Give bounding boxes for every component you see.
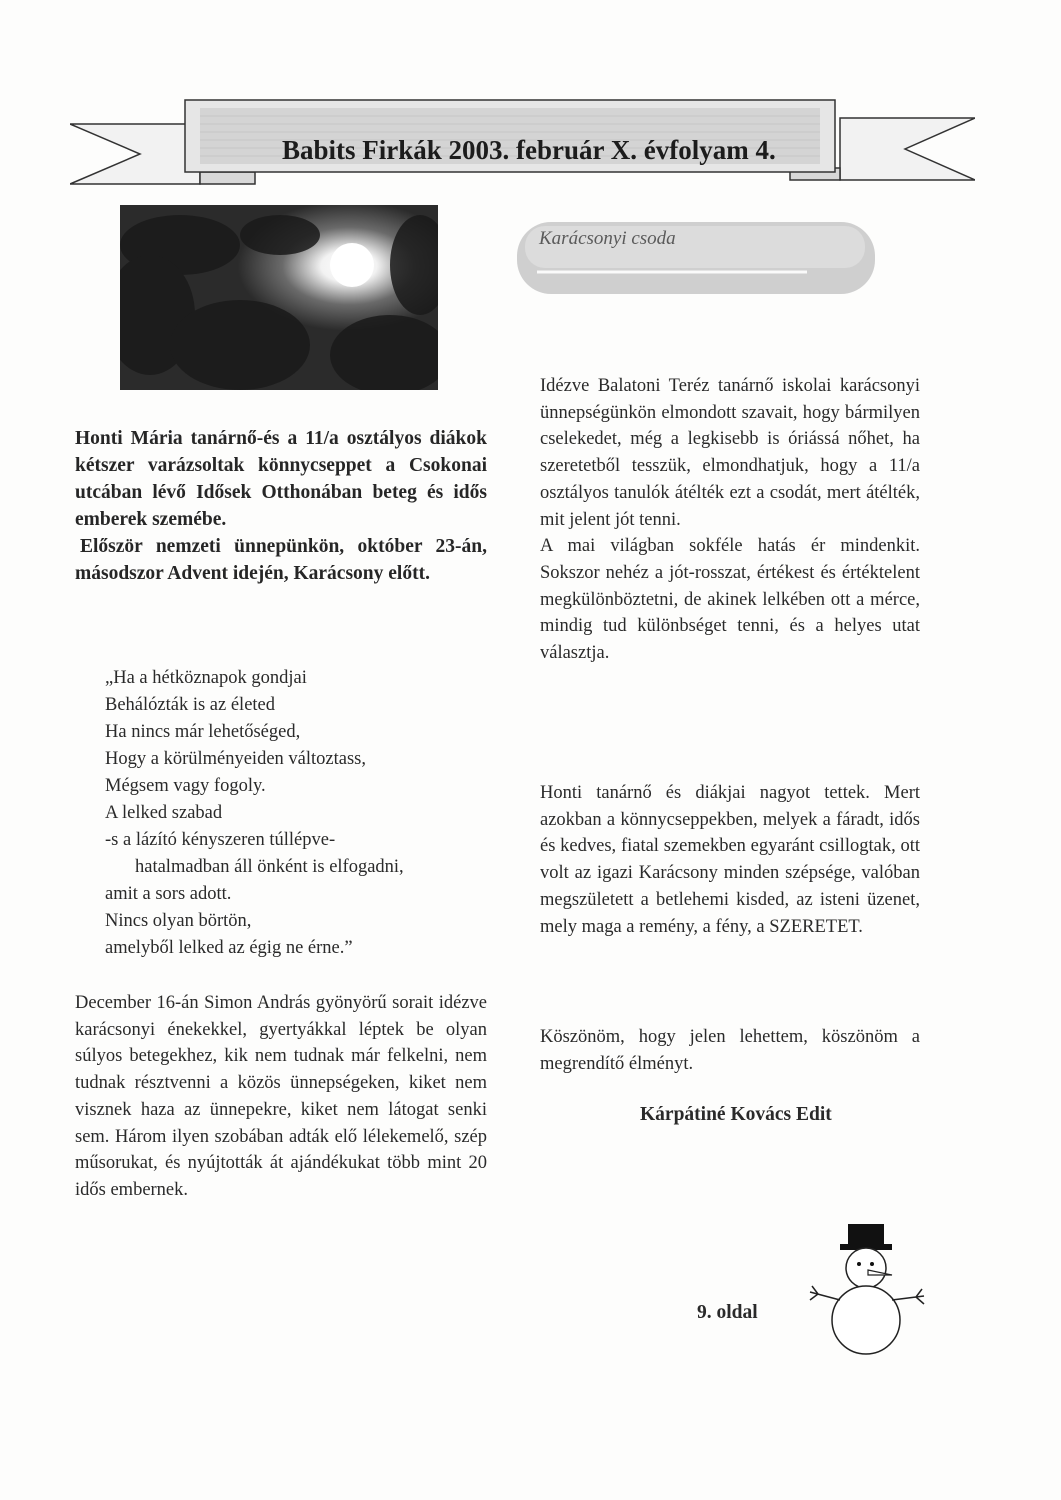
body-text-left	[75, 990, 487, 1204]
paragraph: A mai világban sokféle hatás ér mindenkit. Sokszor nehéz a jót-rosszat, értékest és értéktelent megkülönböztetni, de akinek lelkében ott a mérce, mindig tud különbséget tenni, és a helyes utat választja.	[540, 536, 920, 664]
author-name: Kárpátiné Kovács Edit	[640, 1104, 832, 1125]
page-number: 9. oldal	[697, 1302, 758, 1323]
poem-line: Hogy a körülményeiden változtass,	[105, 749, 366, 769]
poem-line: Behálózták is az életed	[105, 695, 276, 715]
body-text-right	[540, 780, 920, 940]
poem-line: Mégsem vagy fogoly.	[105, 776, 266, 796]
body-text-right	[540, 373, 920, 667]
paragraph: Köszönöm, hogy jelen lehettem, köszönöm a megrendítő élményt.	[540, 1027, 920, 1074]
intro-paragraph: Először nemzeti ünnepünkön, október 23-án, másodszor Advent idején, Karácsony előtt.	[75, 536, 487, 584]
intro-paragraph: Honti Mária tanárnő-és a 11/a osztályos diákok kétszer varázsoltak könnycseppet a Csokonai utcában lévő Idősek Otthonában beteg és idős emberek szemébe.	[75, 428, 487, 530]
poem-line: Ha nincs már lehetőséged,	[105, 722, 301, 742]
banner-title: Babits Firkák 2003. február X. évfolyam 4.	[282, 135, 776, 165]
section-title: Karácsonyi csoda	[539, 228, 676, 249]
header-banner	[70, 88, 975, 198]
poem-line: amelyből lelked az égig ne érne.”	[105, 938, 353, 958]
section-heading	[517, 222, 877, 294]
poem-line: hatalmadban áll önként is elfogadni,	[135, 857, 404, 877]
paragraph: Honti tanárnő és diákjai nagyot tettek. Mert azokban a könnycseppekben, melyek a fáradt, idős és kedves, fiatal szemekben egyaránt csillogtak, ott volt az igazi Karácsony minden szépsége, valóban megszületett a betlehemi kisded, az isteni üzenet, mely maga a remény, a fény, a SZERETET.	[540, 783, 920, 937]
paragraph: Idézve Balatoni Teréz tanárnő iskolai karácsonyi ünnepségünkön elmondott szavait, hogy bármilyen cselekedet, még a legkisebb is óriássá nőhet, ha szeretetből tesszük, elmondhatjuk, hogy a 11/a osztályos tanulók átélték ezt a csodát, mert átélték, mit jelent jót tenni.	[540, 376, 920, 530]
poem-line: -s a lázító kényszeren túllépve-	[105, 830, 336, 850]
poem-line: amit a sors adott.	[105, 884, 232, 904]
night-tree-photo	[120, 205, 438, 390]
intro-text	[75, 425, 487, 587]
poem-line: A lelked szabad	[105, 803, 223, 823]
poem-line: „Ha a hétköznapok gondjai	[105, 668, 307, 688]
poem	[105, 665, 495, 962]
paragraph: December 16-án Simon András gyönyörű sorait idézve karácsonyi énekekkel, gyertyákkal léptek be olyan súlyos betegekhez, kik nem tudnak már felkelni, nem tudnak résztvenni a közös ünnepségeken, kiket nem visznek haza az ünnepekre, kiket nem látogat senki sem. Három ilyen szobában adták elő lélekemelő, szép műsorukat, és nyújtották át ajándékukat több mint 20 idős embernek.	[75, 993, 487, 1200]
body-text-right	[540, 1024, 920, 1077]
snowman-icon	[800, 1220, 940, 1360]
poem-line: Nincs olyan börtön,	[105, 911, 252, 931]
